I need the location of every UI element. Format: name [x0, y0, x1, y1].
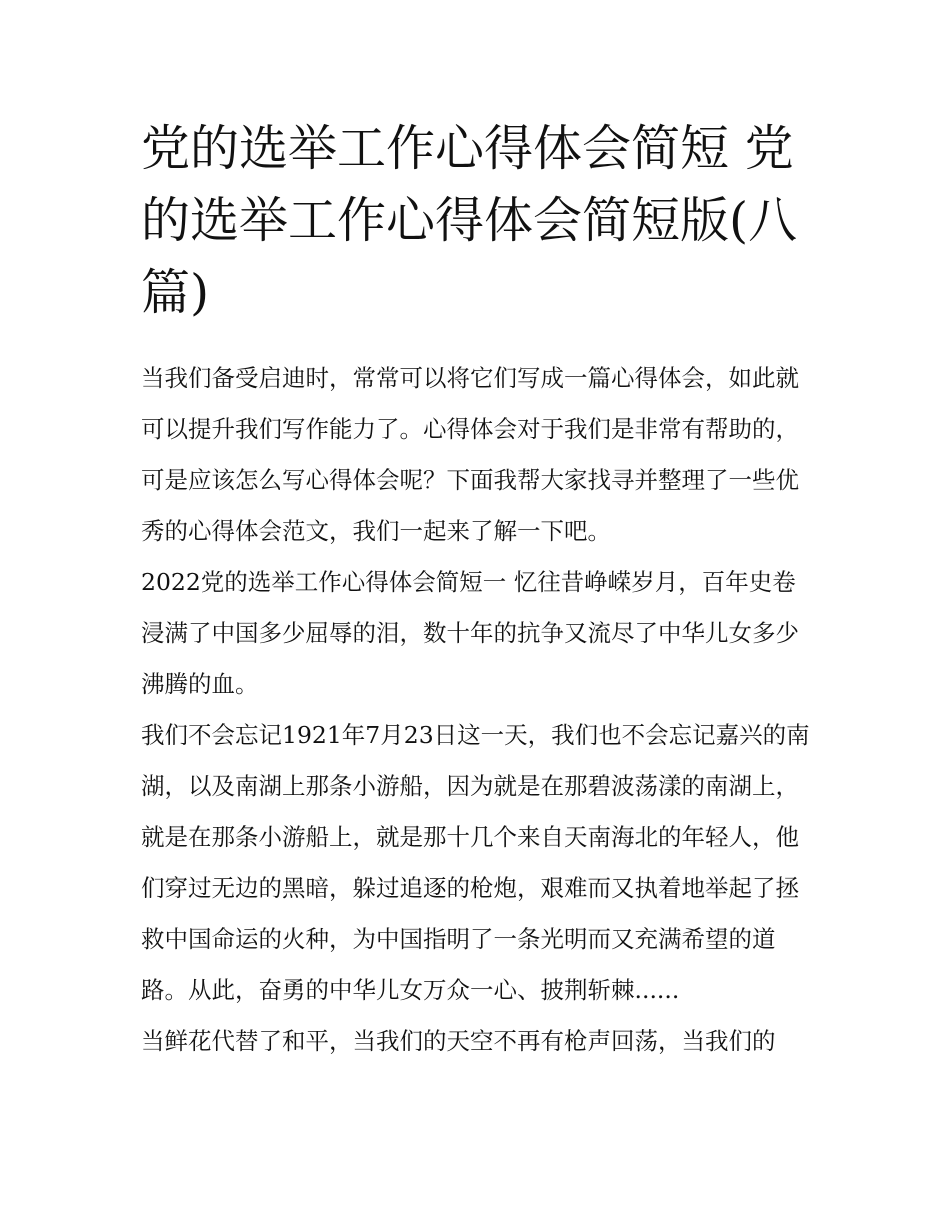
document-title: 党的选举工作心得体会简短 党的选举工作心得体会简短版(八篇): [141, 120, 798, 321]
paragraph-history: 我们不会忘记1921年7月23日这一天，我们也不会忘记嘉兴的南湖，以及南湖上那条小游船，因为就是在那碧波荡漾的南湖上，就是在那条小游船上，就是那十几个来自天南海北的年轻人，他们穿过无边的黑暗，躲过追逐的枪炮，艰难而又执着地举起了拯救中国命运的火种，为中国指明了一条光明而又充满希望的道路。从此，奋勇的中华儿女万众一心、披荆斩棘......: [141, 721, 810, 1004]
paragraph-intro: 当我们备受启迪时，常常可以将它们写成一篇心得体会，如此就可以提升我们写作能力了。心得体会对于我们是非常有帮助的，可是应该怎么写心得体会呢？下面我帮大家找寻并整理了一些优秀的心得体会范文，我们一起来了解一下吧。: [141, 364, 799, 545]
document-body: [141, 353, 816, 1067]
paragraph-peace: 当鲜花代替了和平，当我们的天空不再有枪声回荡，当我们的: [141, 1027, 776, 1055]
paragraph-section-one: 2022党的选举工作心得体会简短一 忆往昔峥嵘岁月，百年史卷浸满了中国多少屈辱的泪，数十年的抗争又流尽了中华儿女多少沸腾的血。: [141, 568, 799, 698]
document-page: [141, 113, 816, 1067]
